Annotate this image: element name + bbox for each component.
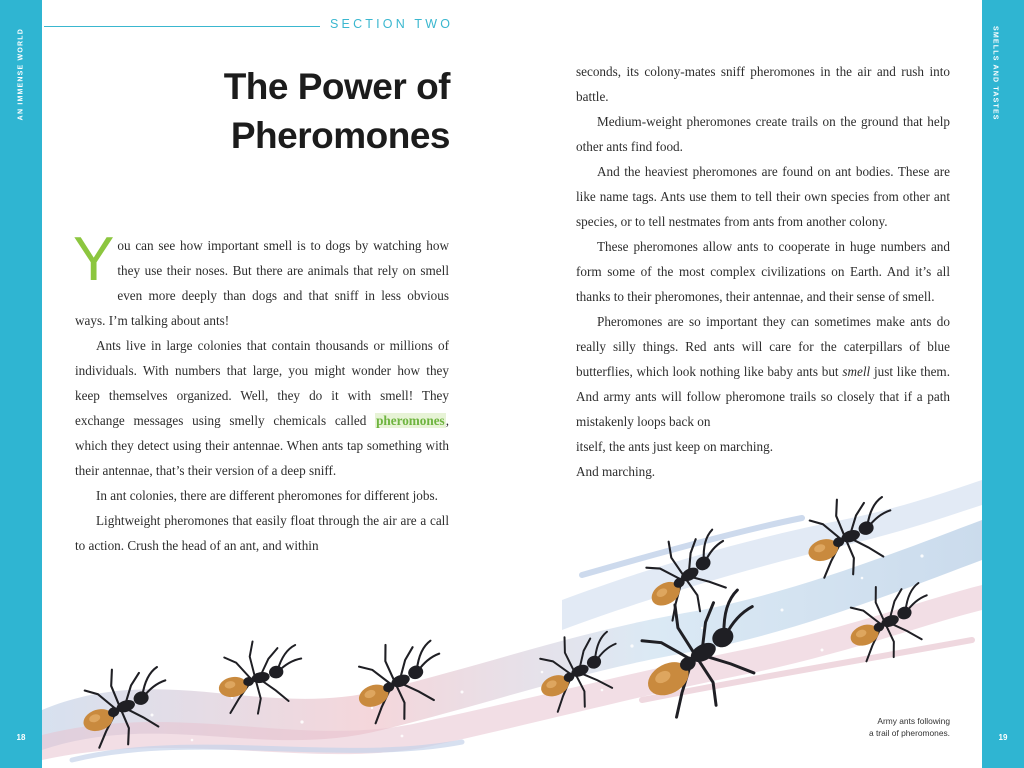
paragraph: And the heaviest pheromones are found on ant bodies. These are like name tags. Ants use them to tell their own species from other ant species, or to tell nestmates from ants from another colony.	[576, 164, 950, 229]
left-page-number: 18	[16, 733, 26, 742]
paragraph: In ant colonies, there are different pheromones for different jobs.	[96, 488, 438, 503]
caption-line: Army ants following	[877, 716, 950, 726]
right-text-column	[576, 59, 950, 484]
paragraph: Medium-weight pheromones create trails on the ground that help other ants find food.	[576, 114, 950, 154]
paragraph: These pheromones allow ants to cooperate in huge numbers and form some of the most complex civilizations on Earth. And it’s all thanks to their pheromones, their antennae, and their sense of smell.	[576, 239, 950, 304]
left-text-column	[73, 225, 449, 558]
paragraph: And marching.	[576, 464, 656, 479]
right-running-head: SMELLS AND TASTES	[991, 26, 999, 121]
section-rule	[44, 26, 320, 27]
paragraph	[73, 225, 449, 333]
paragraph-text: Pheromones are so important they can sometimes make ants do really silly things. Red ants will care for the caterpillars of blue butterflies, which look nothing like baby ants but	[576, 314, 950, 379]
emphasis: smell	[842, 364, 871, 379]
right-page-number: 19	[998, 733, 1008, 742]
right-page-band	[982, 0, 1024, 768]
title-line-1: The Power of	[223, 66, 450, 107]
paragraph-text: , which they detect using their antennae. When ants tap something with their antennae, that’s their version of a deep sniff.	[75, 413, 449, 478]
paragraph	[75, 333, 449, 483]
caption-line: a trail of pheromones.	[868, 728, 950, 738]
paragraph: seconds, its colony-mates sniff pheromones in the air and rush into battle.	[576, 64, 950, 104]
paragraph-text: Ants live in large colonies that contain thousands or millions of individuals. With numbers that large, you might wonder how they keep themselves organized. Well, they do it with smell! They exchange messages using smelly chemicals called	[75, 338, 449, 428]
paragraph-text: ou can see how important smell is to dogs by watching how they use their noses. But there are animals that rely on smell even more deeply than dogs and that sniff in less obvious ways. I’m talking about ants!	[75, 238, 449, 328]
glossary-term[interactable]: pheromones	[376, 413, 445, 428]
illustration-caption	[840, 715, 950, 739]
left-running-head: AN IMMENSE WORLD	[17, 28, 25, 121]
paragraph	[576, 309, 950, 434]
chapter-title	[140, 62, 450, 160]
paragraph-text: just like them. And army ants will follow pheromone trails so closely that if a path mistakenly loops back on	[576, 364, 950, 429]
paragraph: itself, the ants just keep on marching.	[576, 439, 774, 454]
paragraph: Lightweight pheromones that easily float through the air are a call to action. Crush the head of an ant, and within	[75, 513, 449, 553]
title-line-2: Pheromones	[230, 115, 450, 156]
drop-cap: Y	[73, 225, 115, 294]
section-label: SECTION TWO	[330, 17, 454, 31]
